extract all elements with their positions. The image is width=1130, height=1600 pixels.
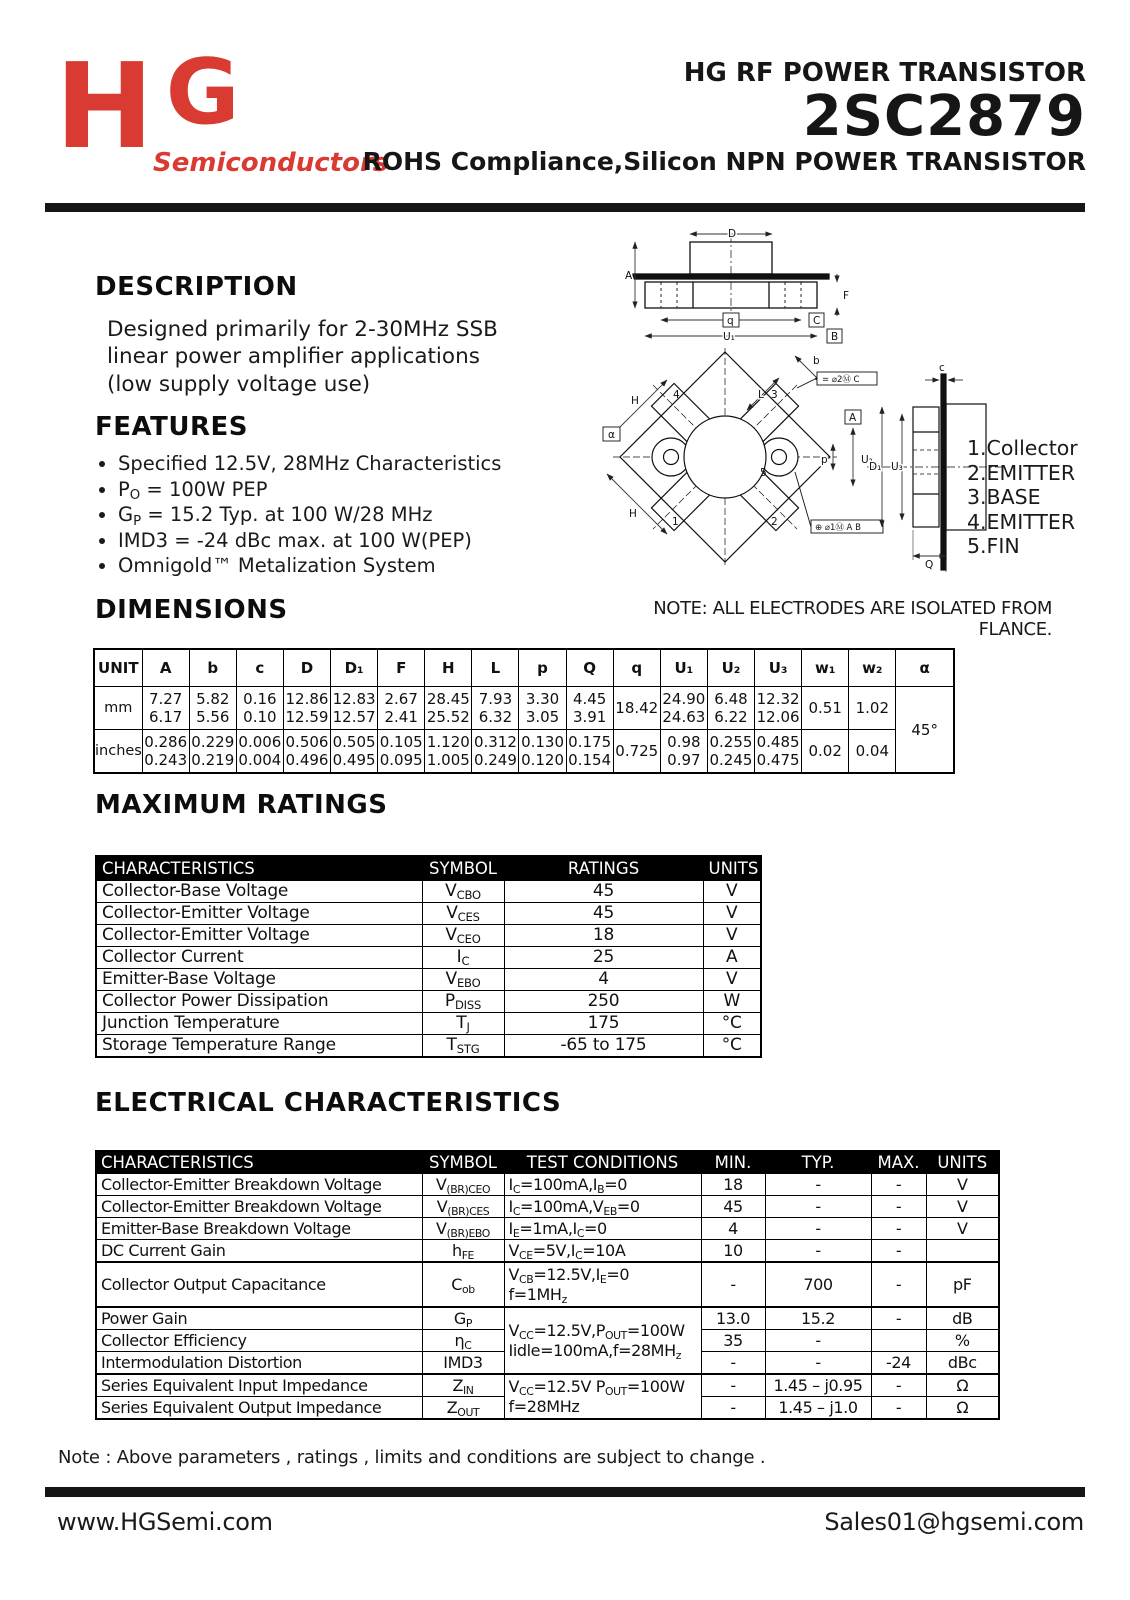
unit-cell: °C [703,1035,761,1058]
dim-label-b: b [813,355,820,367]
table-row [96,1240,999,1263]
min-cell: 13.0 [701,1307,765,1330]
unit-cell: V [703,925,761,947]
dimensions-mm-row [94,687,954,730]
dim-value: 12.32 12.06 [755,687,802,730]
col-header: c [236,649,283,687]
col-header: TEST CONDITIONS [504,1151,701,1174]
logo-letter-h: H [55,37,154,175]
symbol-cell: $V_{CBO}$ [422,881,504,903]
dim-label-H-upper: H [631,395,639,407]
dim-label-U1: U₁ [723,331,735,343]
max-cell: - [871,1240,926,1263]
col-header: D₁ [331,649,378,687]
dim-value: 5.82 5.56 [189,687,236,730]
characteristic-cell: Power Gain [96,1307,422,1330]
pin-number-2: 2 [771,516,778,528]
col-header: TYP. [765,1151,871,1174]
characteristic-cell: Collector-Emitter Breakdown Voltage [96,1196,422,1218]
dim-label-q: q [727,315,734,327]
dim-value: 24.90 24.63 [660,687,707,730]
unit-cell: V [703,969,761,991]
dim-value: 3.30 3.05 [519,687,566,730]
symbol-cell: IMD3 [422,1352,504,1375]
table-row [96,969,761,991]
dimensions-table [93,648,955,774]
features-heading: FEATURES [95,412,248,442]
symbol-cell: $\eta_C$ [422,1330,504,1352]
col-header: UNITS [703,856,761,881]
rating-cell: 4 [504,969,703,991]
typ-cell: - [765,1330,871,1352]
symbol-cell: $V_{(BR)CEO}$ [422,1174,504,1196]
max-cell: - [871,1174,926,1196]
dim-label-c: c [939,362,945,374]
col-header: b [189,649,236,687]
conditions-cell: $V_{CE}=5V,I_C=10A$ [504,1240,701,1263]
col-header: CHARACTERISTICS [96,856,422,881]
table-row [96,991,761,1013]
unit-cell: Ω [926,1374,999,1397]
symbol-cell: $P_{DISS}$ [422,991,504,1013]
dim-value: 0.51 [802,687,849,730]
feature-item: • IMD3 = -24 dBc max. at 100 W(PEP) [118,529,501,553]
features-list [100,452,501,580]
dim-value: 2.67 2.41 [378,687,425,730]
col-header: CHARACTERISTICS [96,1151,422,1174]
symbol-cell: $I_C$ [422,947,504,969]
dim-value: 0.485 0.475 [755,730,802,774]
unit-cell: % [926,1330,999,1352]
symbol-cell: $V_{(BR)CES}$ [422,1196,504,1218]
col-header: MAX. [871,1151,926,1174]
disclaimer-note: Note : Above parameters , ratings , limits and conditions are subject to change . [58,1447,766,1468]
dim-label-L: L [758,389,764,401]
description-body: Designed primarily for 2-30MHz SSB linear power amplifier applications (low supply voltage use) [107,317,498,397]
min-cell: - [701,1262,765,1307]
symbol-cell: $V_{(BR)EBO}$ [422,1218,504,1240]
col-header: α [896,649,954,687]
sales-email-link[interactable]: Sales01@hgsemi.com [824,1508,1084,1536]
unit-cell: dB [926,1307,999,1330]
col-header: F [378,649,425,687]
dim-value: 0.255 0.245 [707,730,754,774]
symbol-cell: $V_{CEO}$ [422,925,504,947]
typ-cell: 1.45 – j1.0 [765,1397,871,1420]
unit-cell: pF [926,1262,999,1307]
dim-label-C-datum: C [813,315,821,327]
dim-value: 0.16 0.10 [236,687,283,730]
rating-cell: 18 [504,925,703,947]
table-row [96,903,761,925]
col-header: SYMBOL [422,1151,504,1174]
max-cell: - [871,1307,926,1330]
min-cell: - [701,1352,765,1375]
electrical-table [95,1150,1000,1420]
symbol-cell: $h_{FE}$ [422,1240,504,1263]
characteristic-cell: Intermodulation Distortion [96,1352,422,1375]
pin-number-5: 5 [760,467,767,479]
front-view-dimensions [635,234,842,343]
feature-control-frame-top: = ⌀2Ⓜ C [822,375,860,385]
unit-cell: A [703,947,761,969]
max-cell: - [871,1262,926,1307]
dim-label-H-lower: H [629,508,637,520]
min-cell: 4 [701,1218,765,1240]
characteristic-cell: Collector-Emitter Breakdown Voltage [96,1174,422,1196]
unit-cell: dBc [926,1352,999,1375]
table-row [96,1035,761,1058]
front-view [633,234,829,314]
unit-cell: V [703,903,761,925]
flange-view [601,333,850,582]
dim-value: 7.93 6.32 [472,687,519,730]
table-row [96,1307,999,1330]
dim-value: 6.48 6.22 [707,687,754,730]
conditions-cell-merged: $V_{CC}=12.5V$ $P_{OUT}=100W$ f=28MHz [504,1374,701,1419]
dim-value: 12.86 12.59 [283,687,330,730]
characteristic-cell: Collector Efficiency [96,1330,422,1352]
maximum-ratings-heading: MAXIMUM RATINGS [95,790,388,820]
hg-logo [55,37,240,175]
dim-value: 0.229 0.219 [189,730,236,774]
page-subtitle: ROHS Compliance,Silicon NPN POWER TRANSISTOR [362,146,1086,176]
pin-label: 5.FIN [967,534,1020,558]
min-cell: 35 [701,1330,765,1352]
col-header: w₁ [802,649,849,687]
dim-value: 0.286 0.243 [142,730,189,774]
col-header: U₂ [707,649,754,687]
alpha-value: 45° [896,687,954,774]
dim-label-B-datum: B [831,331,839,343]
conditions-cell: $V_{CB}=12.5V,I_E=0$ $f=1MH_z$ [504,1262,701,1307]
symbol-cell: $Z_{OUT}$ [422,1397,504,1420]
rating-cell: 25 [504,947,703,969]
part-number: 2SC2879 [802,84,1086,149]
characteristic-cell: Collector-Base Voltage [96,881,422,903]
max-cell: - [871,1397,926,1420]
footer-divider [45,1487,1085,1497]
dim-value: 0.175 0.154 [566,730,613,774]
dim-value: 0.725 [613,730,660,774]
pin-label: 3.BASE [967,485,1041,509]
symbol-cell: $Z_{IN}$ [422,1374,504,1397]
characteristic-cell: Series Equivalent Output Impedance [96,1397,422,1420]
typ-cell: - [765,1196,871,1218]
dimensions-inches-row [94,730,954,774]
typ-cell: - [765,1218,871,1240]
feature-item: • Specified 12.5V, 28MHz Characteristics [118,452,501,476]
col-header: U₁ [660,649,707,687]
col-header: D [283,649,330,687]
row-label: inches [94,730,142,774]
electrical-heading: ELECTRICAL CHARACTERISTICS [95,1088,562,1118]
dim-value: 28.45 25.52 [425,687,472,730]
conditions-cell: $I_C=100mA,I_B=0$ [504,1174,701,1196]
col-header: w₂ [849,649,896,687]
symbol-cell: $G_P$ [422,1307,504,1330]
typ-cell: - [765,1352,871,1375]
pin-assignment-list [967,436,1078,559]
dim-label-A: A [625,270,633,282]
dim-label-F: F [843,290,850,302]
characteristic-cell: Collector-Emitter Voltage [96,925,422,947]
rating-cell: 45 [504,903,703,925]
dim-value: 18.42 [613,687,660,730]
characteristic-cell: Emitter-Base Breakdown Voltage [96,1218,422,1240]
rating-cell: 45 [504,881,703,903]
col-header: H [425,649,472,687]
unit-cell: V [926,1174,999,1196]
characteristic-cell: Collector Current [96,947,422,969]
col-header: U₃ [755,649,802,687]
pin-number-3: 3 [771,389,778,401]
table-row [96,1218,999,1240]
unit-cell: °C [703,1013,761,1035]
pin-label: 2.EMITTER [967,460,1076,485]
symbol-cell: $T_J$ [422,1013,504,1035]
dim-label-U2: U₂ [861,454,873,466]
rating-cell: 175 [504,1013,703,1035]
characteristic-cell: Emitter-Base Voltage [96,969,422,991]
table-row [96,925,761,947]
max-cell [871,1330,926,1352]
col-header: RATINGS [504,856,703,881]
rating-cell: 250 [504,991,703,1013]
dimensions-heading: DIMENSIONS [95,595,288,625]
header-divider [45,203,1085,212]
logo-subtitle: Semiconductors [153,148,389,178]
dim-label-D: D [728,228,737,240]
dim-value: 0.04 [849,730,896,774]
max-cell: - [871,1374,926,1397]
typ-cell: 15.2 [765,1307,871,1330]
dim-label-p: p [821,454,828,466]
dim-label-A-datum: A [849,412,857,424]
dimensions-header-row [94,649,954,687]
table-row [96,947,761,969]
col-header: p [519,649,566,687]
typ-cell: 1.45 – j0.95 [765,1374,871,1397]
table-row [96,1196,999,1218]
table-row [96,1262,999,1307]
ratings-header-row [96,856,761,881]
max-cell: - [871,1218,926,1240]
dim-value: 0.02 [802,730,849,774]
electrical-header-row [96,1151,999,1174]
maximum-ratings-table [95,855,762,1058]
min-cell: 18 [701,1174,765,1196]
pin-number-1: 1 [672,516,679,528]
website-link[interactable]: www.HGSemi.com [57,1508,273,1536]
characteristic-cell: Collector Output Capacitance [96,1262,422,1307]
row-label: mm [94,687,142,730]
col-header: q [613,649,660,687]
table-row [96,1013,761,1035]
dim-label-U3: U₃ [891,461,903,473]
col-header: UNITS [926,1151,999,1174]
symbol-cell: $V_{CES}$ [422,903,504,925]
conditions-cell-merged: $V_{CC}=12.5V,P_{OUT}=100W$ $Iidle=100mA,f=28MH_z$ [504,1307,701,1374]
dim-value: 1.02 [849,687,896,730]
feature-item: • Omnigold™ Metalization System [118,554,501,578]
dim-label-Q: Q [925,559,934,571]
dim-value: 1.120 1.005 [425,730,472,774]
dim-value: 0.98 0.97 [660,730,707,774]
characteristic-cell: Collector Power Dissipation [96,991,422,1013]
description-heading: DESCRIPTION [95,272,298,302]
electrode-isolation-note: NOTE: ALL ELECTRODES ARE ISOLATED FROM FLANCE. [653,598,1052,640]
unit-header: UNIT [94,649,142,687]
package-outline-drawing [575,222,1120,587]
characteristic-cell: Storage Temperature Range [96,1035,422,1058]
min-cell: 10 [701,1240,765,1263]
dim-value: 7.27 6.17 [142,687,189,730]
characteristic-cell: DC Current Gain [96,1240,422,1263]
dim-value: 0.006 0.004 [236,730,283,774]
dim-value: 0.505 0.495 [331,730,378,774]
dim-value: 0.105 0.095 [378,730,425,774]
unit-cell [926,1240,999,1263]
typ-cell: 700 [765,1262,871,1307]
typ-cell: - [765,1174,871,1196]
max-cell: - [871,1196,926,1218]
min-cell: 45 [701,1196,765,1218]
dim-value: 0.506 0.496 [283,730,330,774]
table-row [96,1374,999,1397]
unit-cell: Ω [926,1397,999,1420]
dim-value: 12.83 12.57 [331,687,378,730]
logo-letter-g: G [165,40,240,145]
symbol-cell: $C_{ob}$ [422,1262,504,1307]
characteristic-cell: Series Equivalent Input Impedance [96,1374,422,1397]
max-cell: -24 [871,1352,926,1375]
dim-value: 4.45 3.91 [566,687,613,730]
col-header: MIN. [701,1151,765,1174]
col-header: SYMBOL [422,856,504,881]
conditions-cell: $I_E=1mA,I_C=0$ [504,1218,701,1240]
rating-cell: -65 to 175 [504,1035,703,1058]
symbol-cell: $V_{EBO}$ [422,969,504,991]
unit-cell: V [926,1218,999,1240]
feature-item: • $P_O = 100W$ PEP [118,478,501,502]
col-header: A [142,649,189,687]
min-cell: - [701,1374,765,1397]
col-header: L [472,649,519,687]
dim-value: 0.312 0.249 [472,730,519,774]
unit-cell: V [703,881,761,903]
min-cell: - [701,1397,765,1420]
conditions-cell: $I_C=100mA,V_{EB}=0$ [504,1196,701,1218]
feature-item: • $G_P = 15.2$ Typ. at 100 W/28 MHz [118,503,501,527]
unit-cell: V [926,1196,999,1218]
dim-label-alpha: α [608,429,615,441]
side-view-dimensions [882,380,963,572]
table-row [96,881,761,903]
table-row [96,1174,999,1196]
product-family: HG RF POWER TRANSISTOR [683,58,1086,88]
typ-cell: - [765,1240,871,1263]
unit-cell: W [703,991,761,1013]
dim-value: 0.130 0.120 [519,730,566,774]
characteristic-cell: Collector-Emitter Voltage [96,903,422,925]
header-titles [363,58,1086,176]
symbol-cell: $T_{STG}$ [422,1035,504,1058]
characteristic-cell: Junction Temperature [96,1013,422,1035]
dim-label-D1: D₁ [869,461,882,473]
col-header: Q [566,649,613,687]
pin-label: 4.EMITTER [967,509,1076,534]
pin-label: 1.Collector [967,436,1078,460]
feature-control-frame-bottom: ⊕ ⌀1Ⓜ A B [815,523,861,533]
pin-number-4: 4 [673,389,680,401]
